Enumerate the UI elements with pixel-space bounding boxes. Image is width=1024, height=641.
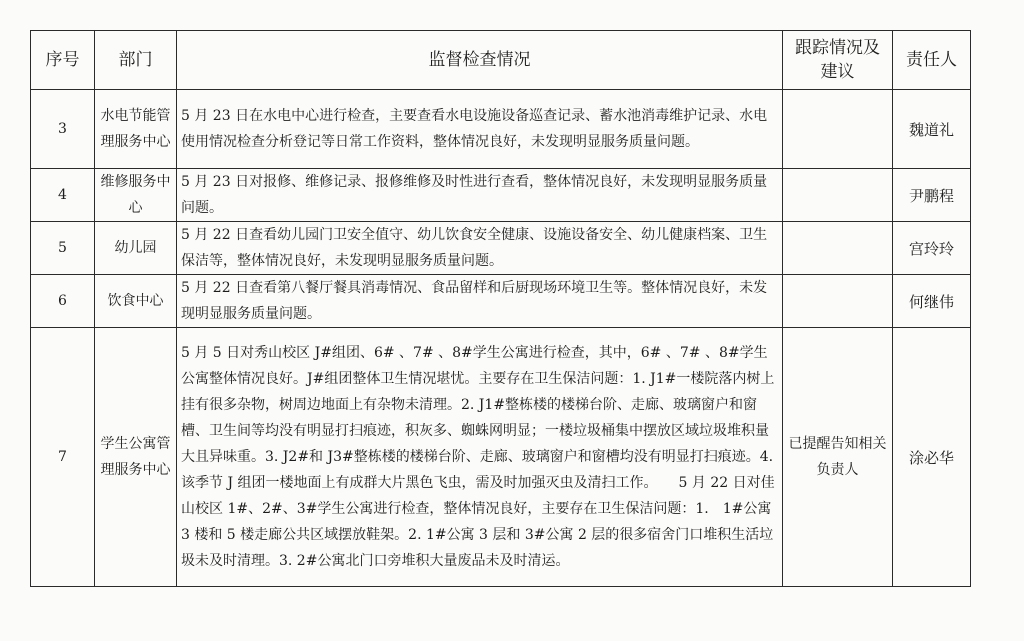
- row-dept: 维修服务中心: [95, 169, 177, 222]
- row-seq: 3: [31, 90, 95, 169]
- table-row: [31, 275, 971, 328]
- table-row: [31, 90, 971, 169]
- row-tracking: 已提醒告知相关负责人: [783, 328, 893, 587]
- row-responsible: 魏道礼: [893, 90, 971, 169]
- row-tracking: [783, 169, 893, 222]
- row-inspection: 5 月 23 日对报修、维修记录、报修维修及时性进行查看，整体情况良好，未发现明显服务质量问题。: [177, 169, 783, 222]
- row-responsible: 何继伟: [893, 275, 971, 328]
- row-inspection: 5 月 5 日对秀山校区 J#组团、6# 、7# 、8#学生公寓进行检查，其中，6# 、7# 、8#学生公寓整体情况良好。J#组团整体卫生情况堪忧。主要存在卫生保洁问题：1. J1#一楼院落内树上挂有很多杂物，树周边地面上有杂物未清理。2. J1#整栋楼的楼梯台阶、走廊、玻璃窗户和窗槽、卫生间等均没有明显打扫痕迹，积灰多、蜘蛛网明显；一楼垃圾桶集中摆放区域垃圾堆积量大且异味重。3. J2#和 J3#整栋楼的楼梯台阶、走廊、玻璃窗户和窗槽均没有明显打扫痕迹。4.该季节 J 组团一楼地面上有成群大片黑色飞虫，需及时加强灭虫及清扫工作。 5 月 22 日对佳山校区 1#、2#、3#学生公寓进行检查，整体情况良好，主要存在卫生保洁问题：1. 1#公寓 3 楼和 5 楼走廊公共区域摆放鞋架。2. 1#公寓 3 层和 3#公寓 2 层的很多宿舍门口堆积生活垃圾未及时清理。3. 2#公寓北门口旁堆积大量废品未及时清运。: [177, 328, 783, 587]
- header-seq: 序号: [31, 31, 95, 90]
- table-row: [31, 328, 971, 587]
- row-seq: 5: [31, 222, 95, 275]
- header-dept: 部门: [95, 31, 177, 90]
- row-seq: 6: [31, 275, 95, 328]
- header-tracking: 跟踪情况及建议: [783, 31, 893, 90]
- row-dept: 水电节能管理服务中心: [95, 90, 177, 169]
- row-tracking: [783, 222, 893, 275]
- inspection-table: [30, 30, 971, 587]
- row-tracking: [783, 90, 893, 169]
- header-inspection: 监督检查情况: [177, 31, 783, 90]
- table-row: [31, 222, 971, 275]
- row-responsible: 涂必华: [893, 328, 971, 587]
- row-responsible: 宫玲玲: [893, 222, 971, 275]
- row-seq: 4: [31, 169, 95, 222]
- row-dept: 饮食中心: [95, 275, 177, 328]
- row-dept: 幼儿园: [95, 222, 177, 275]
- header-responsible: 责任人: [893, 31, 971, 90]
- row-responsible: 尹鹏程: [893, 169, 971, 222]
- row-tracking: [783, 275, 893, 328]
- row-dept: 学生公寓管理服务中心: [95, 328, 177, 587]
- row-inspection: 5 月 22 日查看幼儿园门卫安全值守、幼儿饮食安全健康、设施设备安全、幼儿健康档案、卫生保洁等，整体情况良好，未发现明显服务质量问题。: [177, 222, 783, 275]
- row-inspection: 5 月 23 日在水电中心进行检查，主要查看水电设施设备巡查记录、蓄水池消毒维护记录、水电使用情况检查分析登记等日常工作资料，整体情况良好，未发现明显服务质量问题。: [177, 90, 783, 169]
- header-row: [31, 31, 971, 90]
- table-row: [31, 169, 971, 222]
- row-inspection: 5 月 22 日查看第八餐厅餐具消毒情况、食品留样和后厨现场环境卫生等。整体情况良好，未发现明显服务质量问题。: [177, 275, 783, 328]
- row-seq: 7: [31, 328, 95, 587]
